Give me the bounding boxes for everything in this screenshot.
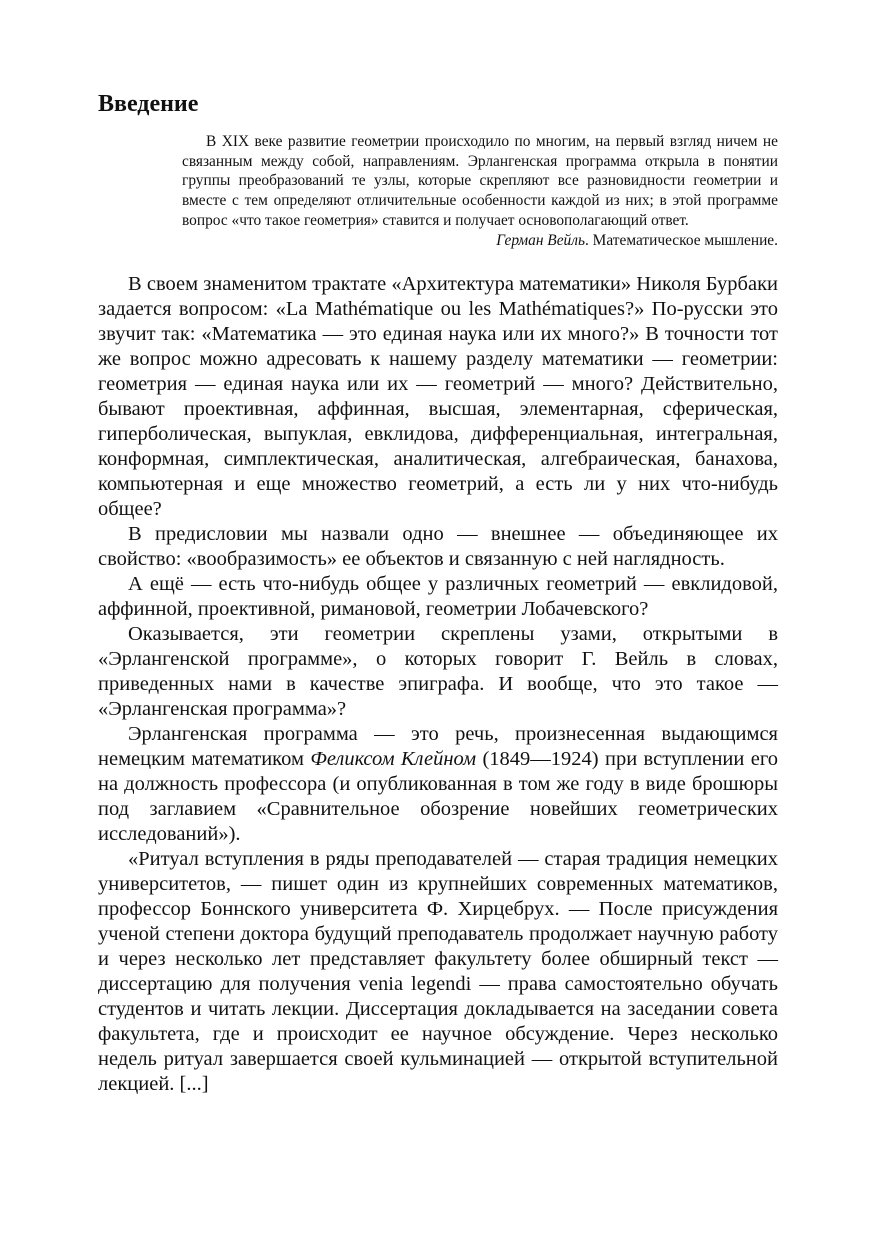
paragraph-text: Эрлангенская программа — это речь, произнесенная выдающимся немецким математиком [98, 723, 778, 771]
epigraph-text: В XIX веке развитие геометрии происходило по многим, на первый взгляд ничем не связанным между собой, направлениям. Эрлангенская программа открыла в понятии группы преобразований те узлы, которые скрепляют все разновидности геометрии и вместе с тем определяют отличительные особенности каждой из них; в этой программе вопрос «что такое геометрия» ставится и получает основополагающий ответ. [182, 133, 778, 229]
paragraph-text: (1849—1924) при вступлении его на должность профессора (и опубликованная в том же году в виде брошюры под заглавием «Сравнительное обозрение новейших геометрических исследований»). [98, 748, 778, 846]
epigraph [182, 132, 778, 250]
epigraph-attribution [182, 231, 778, 251]
paragraph: А ещё — есть что-нибудь общее у различных геометрий — евклидовой, аффинной, проективной, римановой, геометрии Лобачевского? [98, 573, 778, 621]
page [98, 88, 778, 1097]
epigraph-author: Герман Вейль [496, 231, 585, 249]
paragraph [98, 722, 778, 847]
epigraph-source: . Математическое мышление. [584, 231, 778, 249]
page-title: Введение [98, 91, 199, 117]
paragraph: Оказывается, эти геометрии скреплены узами, открытыми в «Эрлангенской программе», о которых говорит Г. Вейль в словах, приведенных нами в качестве эпиграфа. И вообще, что это такое — «Эрлангенская программа»? [98, 623, 778, 721]
emphasized-name: Феликсом Клейном [310, 748, 477, 771]
body-text [98, 272, 778, 1097]
paragraph: В своем знаменитом трактате «Архитектура математики» Николя Бурбаки задается вопросом: «La Mathématique ou les Mathématiques?» По-русски это звучит так: «Математика — это единая наука или их много?» В точности тот же вопрос можно адресовать к нашему разделу математики — геометрии: геометрия — единая наука или их — геометрий — много? Действительно, бывают проективная, аффинная, высшая, элементарная, сферическая, гиперболическая, выпуклая, евклидова, дифференциальная, интегральная, конформная, симплектическая, аналитическая, алгебраическая, банахова, компьютерная и еще множество геометрий, а есть ли у них что-нибудь общее? [98, 273, 778, 521]
paragraph: В предисловии мы назвали одно — внешнее — объединяющее их свойство: «вообразимость» ее объектов и связанную с ней наглядность. [98, 523, 778, 571]
paragraph: «Ритуал вступления в ряды преподавателей — старая традиция немецких университетов, — пишет один из крупнейших современных математиков, профессор Боннского университета Ф. Хирцебрух. — После присуждения ученой степени доктора будущий преподаватель продолжает научную работу и через несколько лет представляет факультету более обширный текст — диссертацию для получения venia legendi — права самостоятельно обучать студентов и читать лекции. Диссертация докладывается на заседании совета факультета, где и происходит ее научное обсуждение. Через несколько недель ритуал завершается своей кульминацией — открытой вступительной лекцией. [...] [98, 848, 778, 1096]
